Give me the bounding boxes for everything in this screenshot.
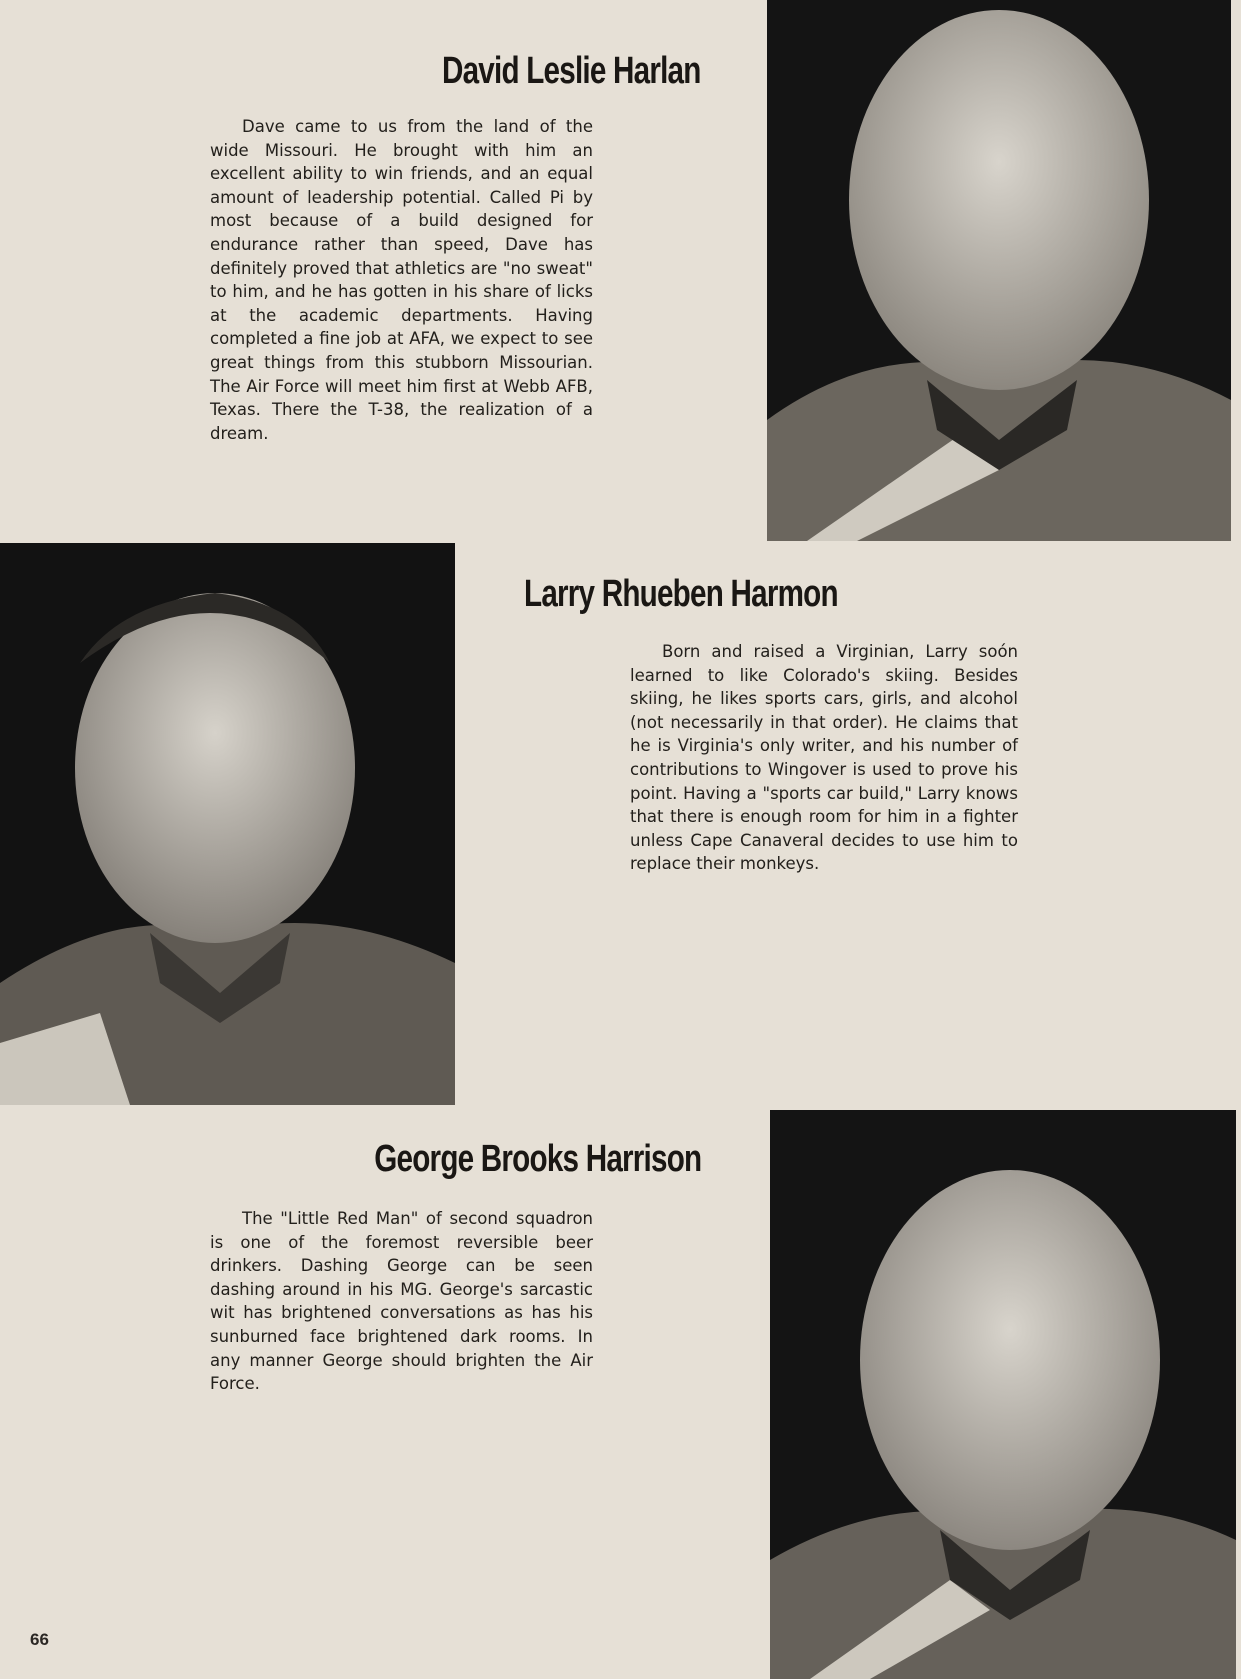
page-number: 66 (30, 1630, 49, 1649)
entry-2-bio: Born and raised a Virginian, Larry soón learned to like Colorado's skiing. Besides skiing, he likes sports cars, girls, and alcohol (not necessarily in that order). He claims that he is Virginia's only writer, and his number of contributions to Wingover is used to prove his point. Having a "sports car build," Larry knows that there is enough room for him in a fighter unless Cape Canaveral decides to use him to replace their monkeys. (630, 642, 1018, 874)
entry-3-bio: The "Little Red Man" of second squadron is one of the foremost reversible beer drinkers. Dashing George can be seen dashing around in his MG. George's sarcastic wit has brightened conversations as has his sunburned face brightened dark rooms. In any manner George should brighten the Air Force. (210, 1209, 593, 1394)
entry-1-name: David Leslie Harlan (442, 50, 701, 92)
portrait-photo-harmon (0, 543, 455, 1105)
portrait-photo-harrison (770, 1110, 1236, 1679)
entry-3-name: George Brooks Harrison (373, 1138, 701, 1180)
portrait-photo-harlan (767, 0, 1231, 541)
entry-1-bio: Dave came to us from the land of the wide Missouri. He brought with him an excellent ability to win friends, and an equal amount of leadership potential. Called Pi by most because of a build designed for endurance rather than speed, Dave has definitely proved that athletics are "no sweat" to him, and he has gotten in his share of licks at the academic departments. Having completed a fine job at AFA, we expect to see great things from this stubborn Missourian. The Air Force will meet him first at Webb AFB, Texas. There the T-38, the realization of a dream. (210, 117, 593, 443)
entry-2-name: Larry Rhueben Harmon (524, 573, 838, 615)
